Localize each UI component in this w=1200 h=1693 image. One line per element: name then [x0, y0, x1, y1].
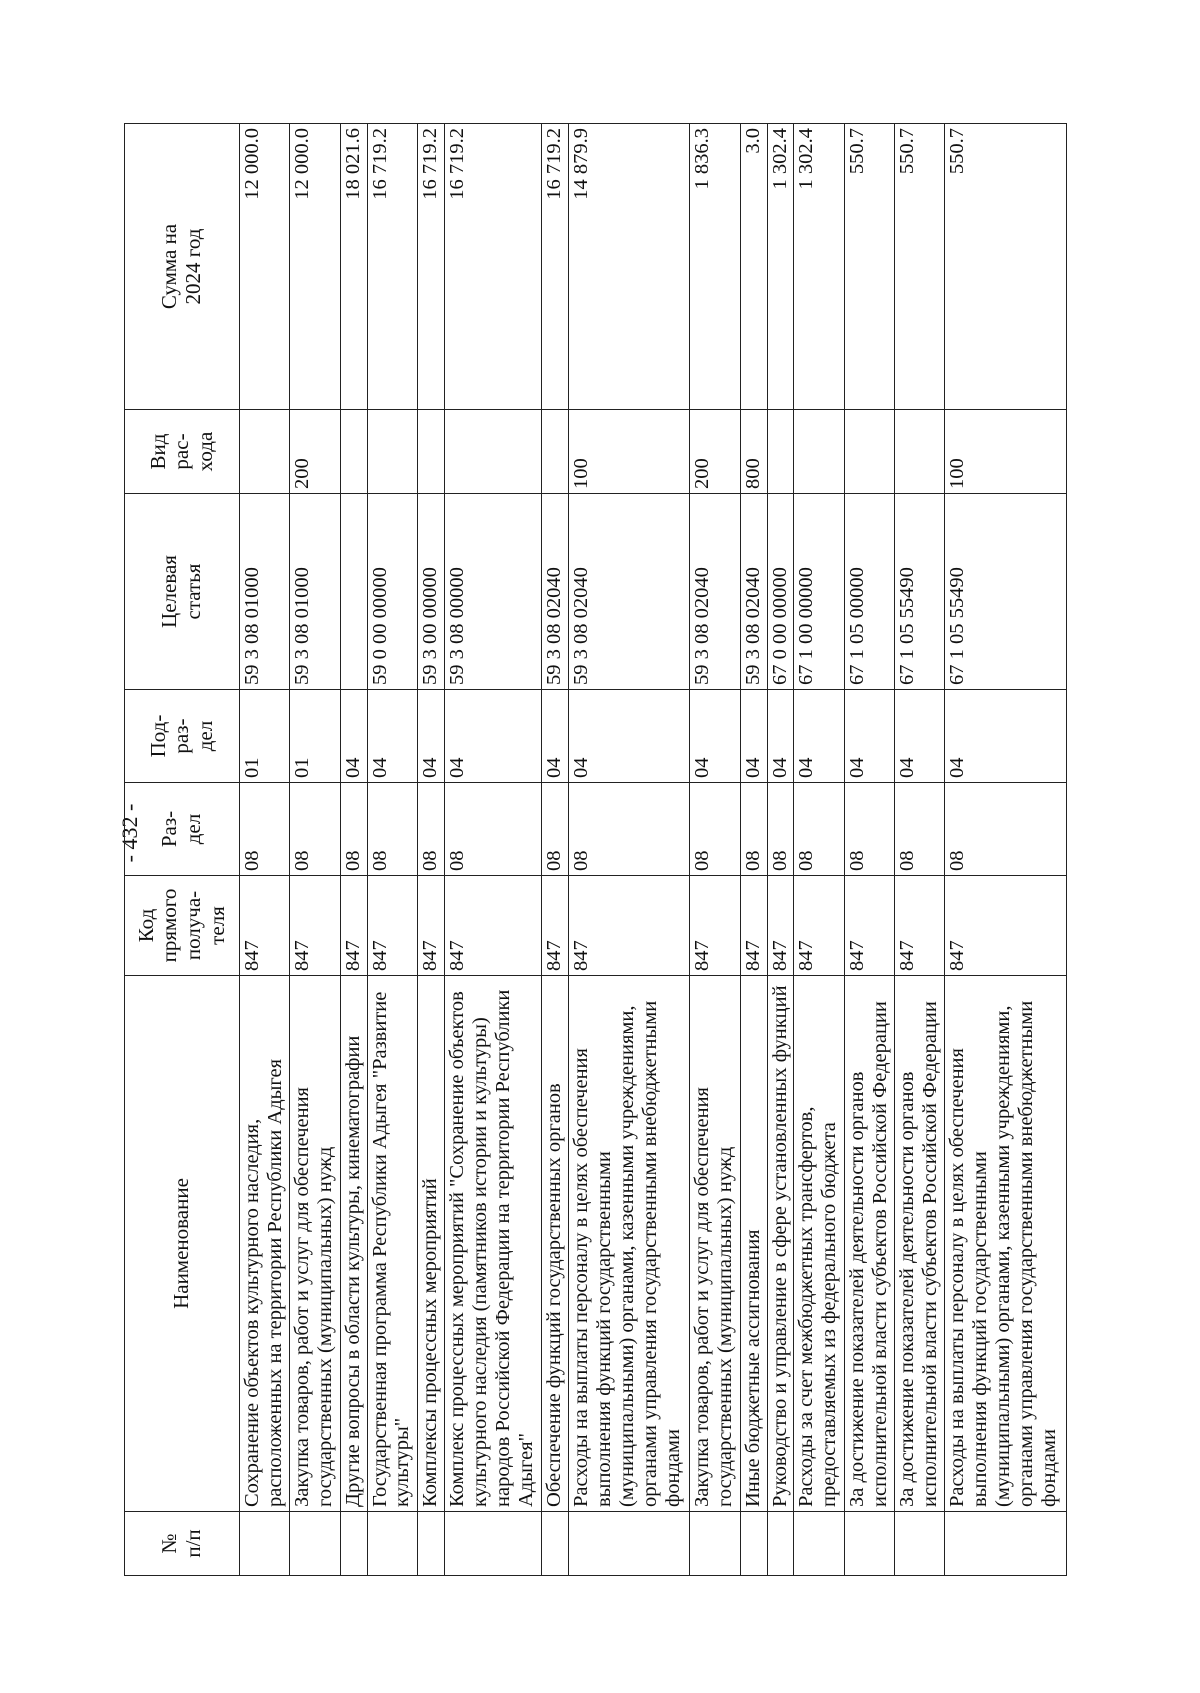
- table-row: [767, 124, 794, 1576]
- table-row: [340, 124, 367, 1576]
- row-section-cell: 08: [767, 783, 794, 876]
- table-body: [240, 124, 1067, 1576]
- row-recipient-code-cell: 847: [367, 876, 417, 976]
- table-row: [240, 124, 290, 1576]
- table-row: [290, 124, 340, 1576]
- row-section-cell: 08: [542, 783, 569, 876]
- row-subsection-cell: 04: [569, 690, 690, 783]
- row-amount-cell: 16 719.2: [444, 124, 542, 410]
- row-recipient-code-cell: 847: [794, 876, 844, 976]
- header-name: Наименование: [125, 976, 240, 1512]
- row-name-cell: Обеспечение функций государственных органов: [542, 976, 569, 1512]
- row-section-cell: 08: [945, 783, 1067, 876]
- row-number-cell: [945, 1512, 1067, 1576]
- budget-table: [124, 123, 1067, 1576]
- row-recipient-code-cell: 847: [417, 876, 444, 976]
- row-name-cell: Сохранение объектов культурного наследия, расположенных на территории Республики Адыгея: [240, 976, 290, 1512]
- header-recipient-code: Код прямого получа- теля: [125, 876, 240, 976]
- row-name-cell: Государственная программа Республики Адыгея "Развитие культуры": [367, 976, 417, 1512]
- row-amount-cell: 18 021.6: [340, 124, 367, 410]
- table-header: [125, 124, 240, 1576]
- row-expense-type-cell: 200: [690, 410, 740, 494]
- row-name-cell: Расходы на выплаты персоналу в целях обеспечения выполнения функций государственными (муниципальными) органами, казенными учреждениями, органами управления государственными внебюджетными фондами: [945, 976, 1067, 1512]
- row-section-cell: 08: [740, 783, 767, 876]
- rotated-table-wrapper: [124, 124, 1067, 1576]
- table-row: [945, 124, 1067, 1576]
- row-recipient-code-cell: 847: [340, 876, 367, 976]
- row-name-cell: За достижение показателей деятельности органов исполнительной власти субъектов Российской Федерации: [844, 976, 894, 1512]
- row-subsection-cell: 04: [542, 690, 569, 783]
- table-row: [895, 124, 945, 1576]
- row-name-cell: Закупка товаров, работ и услуг для обеспечения государственных (муниципальных) нужд: [690, 976, 740, 1512]
- row-number-cell: [240, 1512, 290, 1576]
- row-subsection-cell: 04: [417, 690, 444, 783]
- row-subsection-cell: 04: [844, 690, 894, 783]
- row-target-article-cell: 59 3 00 00000: [417, 494, 444, 690]
- row-section-cell: 08: [340, 783, 367, 876]
- row-amount-cell: 550.7: [895, 124, 945, 410]
- row-target-article-cell: 67 1 00 00000: [794, 494, 844, 690]
- row-amount-cell: 12 000.0: [240, 124, 290, 410]
- table-row: [690, 124, 740, 1576]
- row-target-article-cell: 59 3 08 02040: [690, 494, 740, 690]
- row-target-article-cell: 59 3 08 02040: [740, 494, 767, 690]
- row-name-cell: Закупка товаров, работ и услуг для обеспечения государственных (муниципальных) нужд: [290, 976, 340, 1512]
- row-target-article-cell: 59 3 08 02040: [542, 494, 569, 690]
- row-section-cell: 08: [844, 783, 894, 876]
- row-target-article-cell: 67 0 00 00000: [767, 494, 794, 690]
- row-target-article-cell: 59 3 08 01000: [290, 494, 340, 690]
- row-target-article-cell: [340, 494, 367, 690]
- row-recipient-code-cell: 847: [240, 876, 290, 976]
- row-subsection-cell: 04: [794, 690, 844, 783]
- row-name-cell: Иные бюджетные ассигнования: [740, 976, 767, 1512]
- row-expense-type-cell: 100: [945, 410, 1067, 494]
- row-target-article-cell: 59 3 08 00000: [444, 494, 542, 690]
- row-recipient-code-cell: 847: [895, 876, 945, 976]
- row-recipient-code-cell: 847: [690, 876, 740, 976]
- row-section-cell: 08: [794, 783, 844, 876]
- row-expense-type-cell: 200: [290, 410, 340, 494]
- row-name-cell: За достижение показателей деятельности органов исполнительной власти субъектов Российской Федерации: [895, 976, 945, 1512]
- row-subsection-cell: 04: [895, 690, 945, 783]
- row-number-cell: [690, 1512, 740, 1576]
- row-amount-cell: 12 000.0: [290, 124, 340, 410]
- row-number-cell: [895, 1512, 945, 1576]
- row-number-cell: [740, 1512, 767, 1576]
- row-subsection-cell: 04: [367, 690, 417, 783]
- header-amount: Сумма на 2024 год: [125, 124, 240, 410]
- row-name-cell: Расходы за счет межбюджетных трансфертов, предоставляемых из федерального бюджета: [794, 976, 844, 1512]
- header-expense-type: Вид рас- хода: [125, 410, 240, 494]
- row-expense-type-cell: [240, 410, 290, 494]
- row-number-cell: [367, 1512, 417, 1576]
- row-recipient-code-cell: 847: [945, 876, 1067, 976]
- row-recipient-code-cell: 847: [767, 876, 794, 976]
- row-recipient-code-cell: 847: [844, 876, 894, 976]
- row-number-cell: [767, 1512, 794, 1576]
- row-subsection-cell: 04: [340, 690, 367, 783]
- row-recipient-code-cell: 847: [740, 876, 767, 976]
- page-number: - 432 -: [117, 803, 142, 863]
- row-subsection-cell: 04: [444, 690, 542, 783]
- header-section: Раз- дел: [125, 783, 240, 876]
- table-row: [569, 124, 690, 1576]
- row-expense-type-cell: [417, 410, 444, 494]
- row-number-cell: [569, 1512, 690, 1576]
- row-section-cell: 08: [367, 783, 417, 876]
- row-amount-cell: 1 302.4: [767, 124, 794, 410]
- row-recipient-code-cell: 847: [542, 876, 569, 976]
- row-name-cell: Другие вопросы в области культуры, кинематографии: [340, 976, 367, 1512]
- row-section-cell: 08: [240, 783, 290, 876]
- row-subsection-cell: 04: [945, 690, 1067, 783]
- row-number-cell: [844, 1512, 894, 1576]
- row-number-cell: [444, 1512, 542, 1576]
- row-number-cell: [417, 1512, 444, 1576]
- row-name-cell: Расходы на выплаты персоналу в целях обеспечения выполнения функций государственными (муниципальными) органами, казенными учреждениями, органами управления государственными внебюджетными фондами: [569, 976, 690, 1512]
- row-section-cell: 08: [569, 783, 690, 876]
- row-target-article-cell: 67 1 05 55490: [945, 494, 1067, 690]
- row-amount-cell: 16 719.2: [417, 124, 444, 410]
- row-subsection-cell: 01: [290, 690, 340, 783]
- row-target-article-cell: 59 3 08 02040: [569, 494, 690, 690]
- row-target-article-cell: 59 0 00 00000: [367, 494, 417, 690]
- row-subsection-cell: 04: [767, 690, 794, 783]
- row-subsection-cell: 04: [740, 690, 767, 783]
- table-row: [542, 124, 569, 1576]
- row-expense-type-cell: [340, 410, 367, 494]
- row-amount-cell: 1 836.3: [690, 124, 740, 410]
- row-number-cell: [542, 1512, 569, 1576]
- row-expense-type-cell: 100: [569, 410, 690, 494]
- header-target-article: Целевая статья: [125, 494, 240, 690]
- table-row: [367, 124, 417, 1576]
- row-expense-type-cell: 800: [740, 410, 767, 494]
- row-target-article-cell: 67 1 05 00000: [844, 494, 894, 690]
- row-expense-type-cell: [844, 410, 894, 494]
- row-section-cell: 08: [690, 783, 740, 876]
- row-amount-cell: 14 879.9: [569, 124, 690, 410]
- row-section-cell: 08: [417, 783, 444, 876]
- row-section-cell: 08: [444, 783, 542, 876]
- table-row: [417, 124, 444, 1576]
- row-amount-cell: 550.7: [945, 124, 1067, 410]
- row-expense-type-cell: [794, 410, 844, 494]
- row-target-article-cell: 59 3 08 01000: [240, 494, 290, 690]
- row-section-cell: 08: [895, 783, 945, 876]
- row-expense-type-cell: [367, 410, 417, 494]
- row-expense-type-cell: [767, 410, 794, 494]
- table-row: [844, 124, 894, 1576]
- row-recipient-code-cell: 847: [569, 876, 690, 976]
- row-subsection-cell: 01: [240, 690, 290, 783]
- row-number-cell: [794, 1512, 844, 1576]
- row-number-cell: [340, 1512, 367, 1576]
- row-expense-type-cell: [542, 410, 569, 494]
- row-expense-type-cell: [895, 410, 945, 494]
- row-amount-cell: 550.7: [844, 124, 894, 410]
- table-row: [794, 124, 844, 1576]
- row-amount-cell: 16 719.2: [542, 124, 569, 410]
- row-amount-cell: 1 302.4: [794, 124, 844, 410]
- row-recipient-code-cell: 847: [290, 876, 340, 976]
- row-amount-cell: 3.0: [740, 124, 767, 410]
- row-section-cell: 08: [290, 783, 340, 876]
- table-row: [444, 124, 542, 1576]
- row-name-cell: Комплекс процессных мероприятий "Сохранение объектов культурного наследия (памятников истории и культуры) народов Российской Федерации на территории Республики Адыгея": [444, 976, 542, 1512]
- header-number: № п/п: [125, 1512, 240, 1576]
- row-recipient-code-cell: 847: [444, 876, 542, 976]
- row-amount-cell: 16 719.2: [367, 124, 417, 410]
- header-subsection: Под- раз- дел: [125, 690, 240, 783]
- table-row: [740, 124, 767, 1576]
- row-target-article-cell: 67 1 05 55490: [895, 494, 945, 690]
- row-number-cell: [290, 1512, 340, 1576]
- row-name-cell: Комплексы процессных мероприятий: [417, 976, 444, 1512]
- row-name-cell: Руководство и управление в сфере установленных функций: [767, 976, 794, 1512]
- row-subsection-cell: 04: [690, 690, 740, 783]
- row-expense-type-cell: [444, 410, 542, 494]
